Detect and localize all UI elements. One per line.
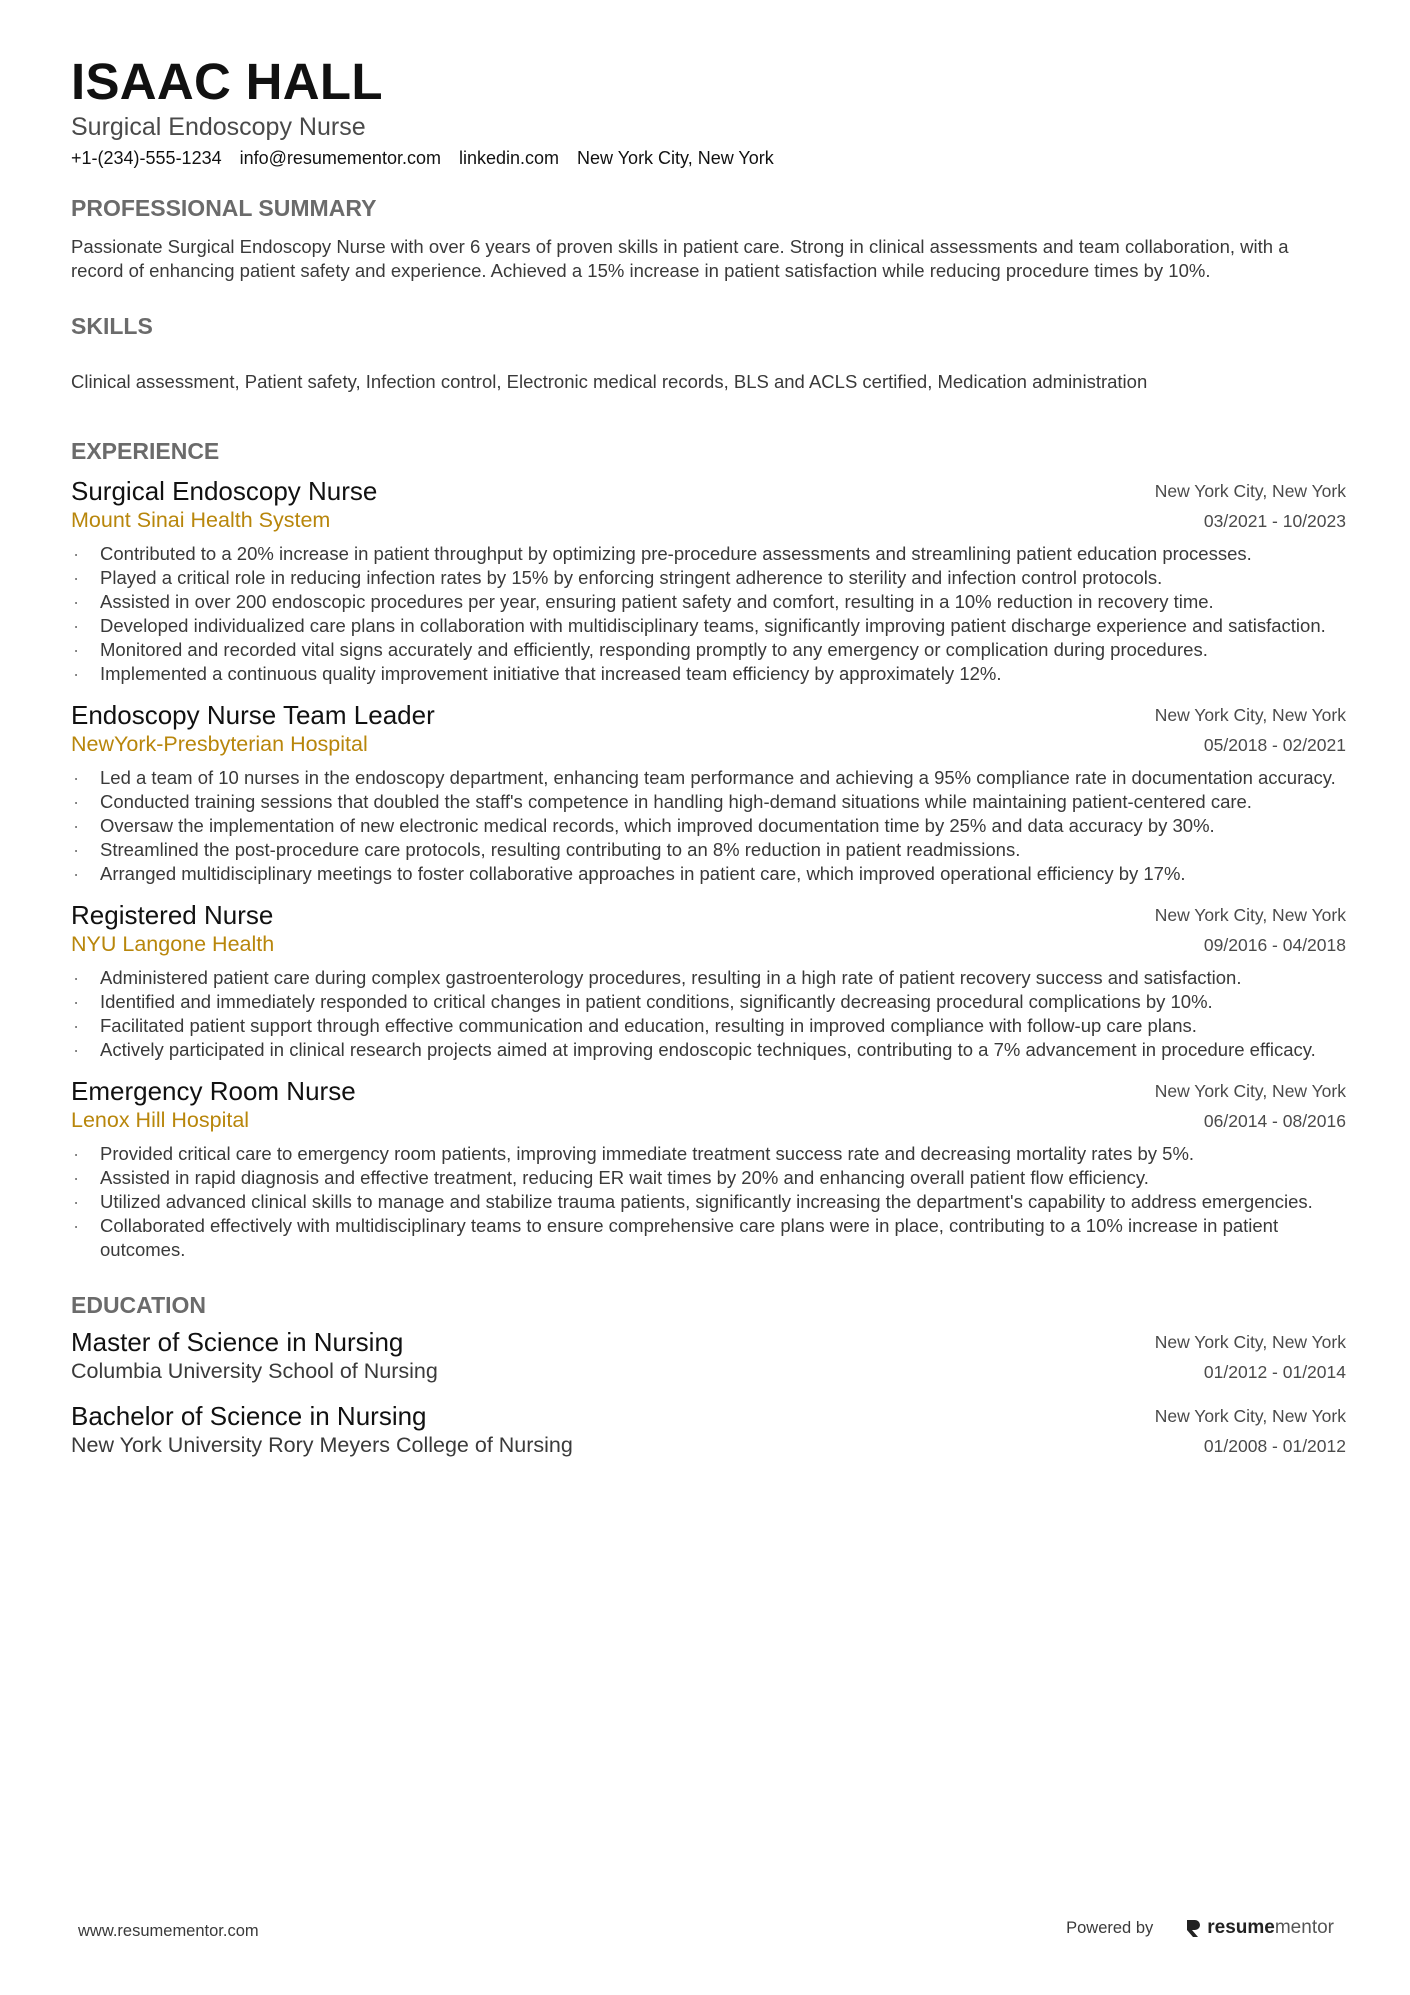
skills-heading: SKILLS — [71, 312, 153, 339]
experience-heading: EXPERIENCE — [71, 438, 220, 465]
job-location: New York City, New York — [1154, 904, 1346, 925]
footer-brand — [1066, 1917, 1334, 1939]
bullet-item — [71, 1190, 1346, 1214]
degree-name: Master of Science in Nursing — [71, 1327, 404, 1358]
brand-bold: resume — [1207, 1917, 1275, 1938]
bullet-dot-icon: · — [73, 814, 80, 836]
entry-meta — [1155, 1076, 1346, 1136]
bullet-dot-icon: · — [73, 1166, 80, 1188]
job-role: Emergency Room Nurse — [71, 1075, 356, 1106]
contact-phone: +1-(234)-555-1234 — [71, 148, 222, 169]
school-dates: 01/2008 - 01/2012 — [1203, 1436, 1346, 1457]
bullet-dot-icon: · — [73, 1142, 80, 1164]
bullet-dot-icon: · — [73, 1190, 80, 1212]
bullet-dot-icon: · — [73, 542, 80, 564]
resume-page — [71, 54, 1346, 1461]
job-company: Mount Sinai Health System — [71, 507, 331, 532]
entry-left — [71, 1401, 573, 1459]
job-dates: 06/2014 - 08/2016 — [1203, 1110, 1346, 1131]
school-name: Columbia University School of Nursing — [71, 1359, 438, 1384]
school-dates: 01/2012 - 01/2014 — [1203, 1362, 1346, 1383]
job-role: Registered Nurse — [71, 899, 274, 930]
skills-section — [71, 313, 1346, 395]
entry-meta — [1155, 700, 1346, 760]
job-location: New York City, New York — [1154, 1080, 1346, 1101]
summary-heading: PROFESSIONAL SUMMARY — [71, 195, 377, 222]
school-name: New York University Rory Meyers College of Nursing — [71, 1433, 573, 1458]
job-bullets — [71, 1142, 1346, 1262]
bullet-text: Oversaw the implementation of new electronic medical records, which improved documentation time by 25% and data accuracy by 30%. — [100, 814, 1215, 836]
job-dates: 05/2018 - 02/2021 — [1203, 734, 1346, 755]
bullet-text: Arranged multidisciplinary meetings to foster collaborative approaches in patient care, which improved operational efficiency by 17%. — [100, 862, 1186, 884]
bullet-dot-icon: · — [73, 590, 80, 612]
bullet-item — [71, 590, 1346, 614]
bullet-dot-icon: · — [73, 790, 80, 812]
bullet-item — [71, 1214, 1346, 1262]
entry-meta — [1155, 1401, 1346, 1461]
bullet-item — [71, 542, 1346, 566]
entry-meta — [1155, 1327, 1346, 1387]
entry-header — [71, 1076, 1346, 1136]
education-entry — [71, 1327, 1346, 1387]
bullet-text: Contributed to a 20% increase in patient throughput by optimizing pre-procedure assessments and streamlining patient education processes. — [100, 542, 1252, 564]
job-company: NYU Langone Health — [71, 931, 275, 956]
bullet-item — [71, 1014, 1346, 1038]
bullet-item — [71, 862, 1346, 886]
education-entry — [71, 1401, 1346, 1461]
entry-meta — [1155, 476, 1346, 536]
bullet-text: Administered patient care during complex gastroenterology procedures, resulting in a high rate of patient recovery success and satisfaction. — [100, 966, 1242, 988]
entry-left — [71, 1076, 356, 1134]
bullet-text: Played a critical role in reducing infection rates by 15% by enforcing stringent adherence to sterility and infection control protocols. — [100, 566, 1163, 588]
entry-header — [71, 1401, 1346, 1461]
bullet-text: Monitored and recorded vital signs accurately and efficiently, responding promptly to any emergency or complication during procedures. — [100, 638, 1208, 660]
contact-email: info@resumementor.com — [239, 148, 441, 169]
job-dates: 09/2016 - 04/2018 — [1203, 934, 1346, 955]
contact-linkedin: linkedin.com — [458, 148, 560, 169]
bullet-item — [71, 638, 1346, 662]
bullet-text: Utilized advanced clinical skills to manage and stabilize trauma patients, significantly increasing the department's capability to address emergencies. — [100, 1190, 1313, 1212]
bullet-dot-icon: · — [73, 638, 80, 660]
education-section — [71, 1292, 1346, 1462]
bullet-text: Actively participated in clinical research projects aimed at improving endoscopic techniques, contributing to a 7% advancement in procedure efficacy. — [100, 1038, 1316, 1060]
bullet-text: Identified and immediately responded to critical changes in patient conditions, significantly decreasing procedural complications by 10%. — [100, 990, 1213, 1012]
bullet-item — [71, 790, 1346, 814]
entry-meta — [1155, 900, 1346, 960]
entry-left — [71, 1327, 438, 1385]
entry-left — [71, 900, 274, 958]
bullet-dot-icon: · — [73, 1214, 80, 1236]
bullet-item — [71, 1166, 1346, 1190]
bullet-item — [71, 566, 1346, 590]
bullet-dot-icon: · — [73, 766, 80, 788]
bullet-item — [71, 966, 1346, 990]
bullet-dot-icon: · — [73, 614, 80, 636]
brand-thin: mentor — [1274, 1917, 1334, 1938]
bullet-item — [71, 838, 1346, 862]
contact-row — [71, 148, 1346, 169]
bullet-text: Facilitated patient support through effective communication and education, resulting in improved compliance with follow-up care plans. — [100, 1014, 1197, 1036]
resume-header — [71, 54, 1346, 169]
skills-text: Clinical assessment, Patient safety, Infection control, Electronic medical records, BLS and ACLS certified, Medication administration — [71, 371, 1148, 393]
entry-header — [71, 1327, 1346, 1387]
bullet-text: Implemented a continuous quality improvement initiative that increased team efficiency by approximately 12%. — [100, 662, 1002, 684]
experience-entry — [71, 476, 1346, 686]
bullet-item — [71, 1038, 1346, 1062]
bullet-item — [71, 990, 1346, 1014]
education-heading: EDUCATION — [71, 1291, 207, 1318]
job-company: Lenox Hill Hospital — [71, 1107, 250, 1132]
footer-website[interactable]: www.resumementor.com — [78, 1922, 259, 1940]
bullet-item — [71, 814, 1346, 838]
entry-header — [71, 900, 1346, 960]
degree-name: Bachelor of Science in Nursing — [71, 1401, 427, 1432]
experience-entry — [71, 1076, 1346, 1262]
bullet-text: Streamlined the post-procedure care protocols, resulting contributing to an 8% reduction in patient readmissions. — [100, 838, 1021, 860]
bullet-dot-icon: · — [73, 1014, 80, 1036]
bullet-dot-icon: · — [73, 662, 80, 684]
job-role: Surgical Endoscopy Nurse — [71, 475, 378, 506]
contact-location: New York City, New York — [577, 148, 774, 169]
bullet-item — [71, 766, 1346, 790]
entry-header — [71, 476, 1346, 536]
experience-entry — [71, 700, 1346, 886]
summary-text: Passionate Surgical Endoscopy Nurse with over 6 years of proven skills in patient care. Strong in clinical assessments and team collaboration, with a record of enhancing patient safety and experience. Achieved a 15% increase in patient satisfaction while reducing procedure times by 10%. — [71, 235, 1289, 281]
job-bullets — [71, 542, 1346, 686]
bullet-dot-icon: · — [73, 566, 80, 588]
bullet-text: Conducted training sessions that doubled the staff's competence in handling high-demand situations while maintaining patient-centered care. — [100, 790, 1252, 812]
job-bullets — [71, 766, 1346, 886]
bullet-item — [71, 1142, 1346, 1166]
bullet-dot-icon: · — [73, 838, 80, 860]
candidate-title: Surgical Endoscopy Nurse — [71, 113, 366, 142]
bullet-text: Led a team of 10 nurses in the endoscopy department, enhancing team performance and achieving a 95% compliance rate in documentation accuracy. — [100, 766, 1336, 788]
experience-section — [71, 438, 1346, 1262]
job-location: New York City, New York — [1154, 704, 1346, 725]
entry-left — [71, 476, 377, 534]
powered-by-label: Powered by — [1066, 1918, 1154, 1937]
job-company: NewYork-Presbyterian Hospital — [71, 731, 368, 756]
experience-entry — [71, 900, 1346, 1062]
bullet-text: Collaborated effectively with multidisciplinary teams to ensure comprehensive care plans were in place, contributing to a 10% increase in patient outcomes. — [100, 1214, 1279, 1260]
bullet-item — [71, 614, 1346, 638]
bullet-dot-icon: · — [73, 990, 80, 1012]
bullet-dot-icon: · — [73, 1038, 80, 1060]
entry-left — [71, 700, 435, 758]
summary-section — [71, 195, 1346, 283]
candidate-name: ISAAC HALL — [71, 53, 383, 110]
resumementor-logo-icon — [1185, 1918, 1201, 1938]
bullet-text: Developed individualized care plans in collaboration with multidisciplinary teams, significantly improving patient discharge experience and satisfaction. — [100, 614, 1326, 636]
entry-header — [71, 700, 1346, 760]
bullet-dot-icon: · — [73, 966, 80, 988]
bullet-text: Assisted in rapid diagnosis and effective treatment, reducing ER wait times by 20% and enhancing overall patient flow efficiency. — [100, 1166, 1149, 1188]
bullet-item — [71, 662, 1346, 686]
job-bullets — [71, 966, 1346, 1062]
job-location: New York City, New York — [1154, 480, 1346, 501]
school-location: New York City, New York — [1154, 1332, 1346, 1353]
brand-logo[interactable] — [1185, 1917, 1334, 1939]
job-role: Endoscopy Nurse Team Leader — [71, 699, 435, 730]
job-dates: 03/2021 - 10/2023 — [1203, 510, 1346, 531]
bullet-text: Assisted in over 200 endoscopic procedures per year, ensuring patient safety and comfort, resulting in a 10% reduction in recovery time. — [100, 590, 1214, 612]
school-location: New York City, New York — [1154, 1406, 1346, 1427]
bullet-text: Provided critical care to emergency room patients, improving immediate treatment success rate and decreasing mortality rates by 5%. — [100, 1142, 1195, 1164]
bullet-dot-icon: · — [73, 862, 80, 884]
